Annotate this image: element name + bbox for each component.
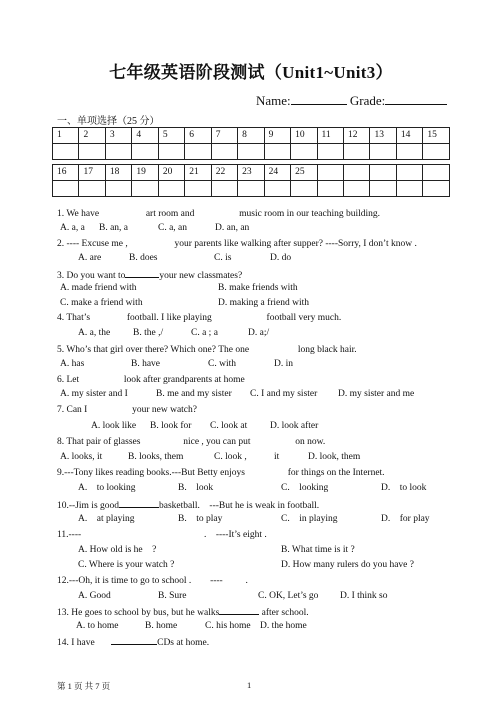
table-cell: 11: [317, 128, 343, 144]
option-d: D. in: [274, 359, 293, 369]
option-c: C. Where is your watch ?: [78, 560, 175, 570]
question-text: 6. Let: [57, 375, 80, 385]
question-text: 11.----: [57, 530, 82, 540]
question-13-stem: [57, 605, 309, 619]
option-d: D. for play: [381, 514, 430, 524]
answer-cell[interactable]: [158, 181, 184, 197]
table-cell: 22: [211, 165, 237, 181]
table-cell: [317, 165, 343, 181]
table-cell: [396, 165, 422, 181]
table-cell: 12: [343, 128, 369, 144]
option-b: B. looks, them: [128, 452, 184, 462]
option-d: D. look, them: [308, 452, 361, 462]
name-label: Name:: [256, 93, 291, 108]
table-cell: [370, 165, 396, 181]
option-c: C. a, an: [158, 223, 188, 233]
grade-blank[interactable]: [385, 91, 447, 105]
option-d: D. an, an: [215, 223, 250, 233]
answer-cell[interactable]: [238, 144, 264, 160]
table-cell: [343, 165, 369, 181]
option-d: D. the home: [260, 621, 307, 631]
table-cell: 19: [132, 165, 158, 181]
table-cell: 3: [105, 128, 131, 144]
option-b: B. make friends with: [218, 283, 298, 293]
option-a: A. at playing: [78, 514, 135, 524]
question-text: music room in our teaching building.: [239, 209, 381, 219]
option-a: A. to looking: [78, 483, 136, 493]
answer-cell[interactable]: [238, 181, 264, 197]
option-d: D. my sister and me: [338, 389, 415, 399]
answer-cell[interactable]: [158, 144, 184, 160]
answer-blank-row-2: [53, 181, 450, 197]
option-c: C. I and my sister: [250, 389, 318, 399]
option-c: C. with: [208, 359, 236, 369]
answer-cell[interactable]: [264, 144, 290, 160]
option-c: C. is: [214, 253, 232, 263]
table-cell: 8: [238, 128, 264, 144]
grade-label: Grade:: [349, 93, 386, 108]
option-b: B. the ,/: [133, 328, 164, 338]
question-text: 14. I have: [57, 638, 95, 648]
question-text: 9.---Tony likes reading books.---But Betty enjoys: [57, 468, 245, 478]
answer-table: [52, 127, 450, 197]
question-text: your new watch?: [132, 405, 197, 415]
answer-cell[interactable]: [79, 144, 105, 160]
option-d: D. I think so: [340, 591, 388, 601]
question-text: football very much.: [266, 313, 342, 323]
option-d: D. to look: [381, 483, 427, 493]
question-text: 2. ---- Excuse me ,: [57, 239, 128, 249]
table-cell: 5: [158, 128, 184, 144]
question-text: nice , you can put: [183, 437, 251, 447]
option-a: A. How old is he ?: [78, 545, 157, 555]
option-a: A. Good: [78, 591, 111, 601]
question-text: basketball. ---But he is weak in football.: [159, 501, 320, 511]
answer-cell[interactable]: [396, 144, 422, 160]
option-a: A. to home: [76, 621, 119, 631]
question-8-stem: [57, 436, 325, 448]
table-cell: 17: [79, 165, 105, 181]
question-4-stem: [57, 312, 341, 324]
answer-blank-row-1: [53, 144, 450, 160]
option-d: D. How many rulers do you have ?: [281, 560, 414, 570]
option-c: C. his home: [205, 621, 251, 631]
question-text: 1. We have: [57, 209, 100, 219]
question-text: after school.: [261, 608, 309, 618]
table-cell: 24: [264, 165, 290, 181]
question-text: look after grandparents at home: [123, 375, 245, 385]
question-6-stem: [57, 374, 245, 386]
answer-cell[interactable]: [264, 181, 290, 197]
name-blank[interactable]: [291, 91, 347, 105]
answer-number-row-2: [53, 165, 450, 181]
option-b: B. have: [131, 359, 161, 369]
answer-cell[interactable]: [396, 181, 422, 197]
option-b: B. look for: [150, 421, 192, 431]
option-a: A. a, the: [78, 328, 111, 338]
option-c: C. a ; a: [191, 328, 218, 338]
option-d: D. a;/: [248, 328, 270, 338]
question-10-stem: [57, 498, 319, 512]
table-cell: 9: [264, 128, 290, 144]
option-d: D. making a friend with: [218, 298, 310, 308]
question-2-stem: [57, 238, 417, 250]
option-a: A. a, a: [60, 223, 85, 233]
table-cell: 1: [53, 128, 79, 144]
answer-cell[interactable]: [185, 181, 211, 197]
answer-cell[interactable]: [317, 144, 343, 160]
answer-number-row-1: [53, 128, 450, 144]
option-b: B. an, a: [99, 223, 129, 233]
table-cell: 4: [132, 128, 158, 144]
question-text: your parents like walking after supper? ----Sorry, I don’t know .: [174, 239, 417, 249]
answer-cell[interactable]: [343, 181, 369, 197]
option-b: B. What time is it ?: [281, 545, 355, 555]
answer-cell[interactable]: [317, 181, 343, 197]
question-text: .: [245, 576, 248, 586]
answer-cell[interactable]: [291, 144, 317, 160]
option-c: C. OK, Let’s go: [258, 591, 319, 601]
question-text: for things on the Internet.: [287, 468, 385, 478]
option-c: C. look at: [210, 421, 248, 431]
option-c: C. make a friend with: [60, 298, 143, 308]
option-a: A. look like: [91, 421, 137, 431]
table-cell: 20: [158, 165, 184, 181]
option-a: A. looks, it: [60, 452, 103, 462]
name-grade-line: [256, 91, 447, 109]
table-cell: 14: [396, 128, 422, 144]
question-text: your new classmates?: [159, 271, 243, 281]
answer-cell[interactable]: [105, 144, 131, 160]
table-cell: 18: [105, 165, 131, 181]
question-text: 8. That pair of glasses: [57, 437, 141, 447]
option-d: D. look after: [270, 421, 319, 431]
table-cell: 21: [185, 165, 211, 181]
answer-cell[interactable]: [211, 181, 237, 197]
option-b: B. me and my sister: [156, 389, 232, 399]
option-b: B. home: [145, 621, 178, 631]
option-c: C. in playing: [281, 514, 338, 524]
table-cell: 15: [423, 128, 450, 144]
answer-cell[interactable]: [132, 181, 158, 197]
question-text: 10.--Jim is good: [57, 501, 120, 511]
question-7-stem: [57, 404, 197, 416]
table-cell: 6: [185, 128, 211, 144]
option-a: A. are: [78, 253, 102, 263]
answer-cell[interactable]: [343, 144, 369, 160]
question-text: 7. Can I: [57, 405, 88, 415]
table-cell: 2: [79, 128, 105, 144]
question-text: 3. Do you want to: [57, 271, 126, 281]
option-a: A. has: [60, 359, 85, 369]
option-c-cont: it: [274, 452, 280, 462]
answer-cell[interactable]: [370, 181, 396, 197]
table-cell: 7: [211, 128, 237, 144]
answer-cell[interactable]: [79, 181, 105, 197]
page-number: 1: [247, 680, 252, 690]
answer-cell[interactable]: [132, 144, 158, 160]
question-text: 4. That’s: [57, 313, 91, 323]
table-cell: 16: [53, 165, 79, 181]
answer-blank: [111, 635, 157, 645]
table-cell: 13: [370, 128, 396, 144]
answer-cell[interactable]: [185, 144, 211, 160]
option-b: B. does: [129, 253, 158, 263]
answer-cell[interactable]: [211, 144, 237, 160]
answer-cell[interactable]: [105, 181, 131, 197]
table-cell: 25: [291, 165, 317, 181]
page-info: 第 1 页 共 7 页: [57, 681, 111, 691]
question-text: 12.---Oh, it is time to go to school .: [57, 576, 192, 586]
question-12-stem: [57, 575, 248, 587]
option-d: D. do: [270, 253, 292, 263]
answer-cell[interactable]: [53, 144, 79, 160]
option-b: B. look: [178, 483, 214, 493]
option-b: B. to play: [178, 514, 223, 524]
question-text: ----: [210, 576, 223, 586]
answer-blank: [125, 268, 159, 278]
option-a: A. my sister and I: [60, 389, 128, 399]
option-a: A. made friend with: [60, 283, 137, 293]
question-text: 13. He goes to school by bus, but he walks: [57, 608, 220, 618]
question-text: long black hair.: [297, 345, 357, 355]
question-11-stem: [57, 529, 267, 541]
table-cell: 23: [238, 165, 264, 181]
answer-cell[interactable]: [423, 144, 450, 160]
question-text: art room and: [145, 209, 195, 219]
table-cell: 10: [291, 128, 317, 144]
question-text: on now.: [295, 437, 326, 447]
answer-cell[interactable]: [423, 181, 450, 197]
page-title: 七年级英语阶段测试（Unit1~Unit3）: [109, 63, 393, 82]
option-c: C. looking: [281, 483, 329, 493]
option-c: C. look ,: [214, 452, 247, 462]
table-cell: [423, 165, 450, 181]
answer-cell[interactable]: [291, 181, 317, 197]
question-1-stem: [57, 208, 380, 220]
question-text: 5. Who’s that girl over there? Which one? The one: [57, 345, 250, 355]
answer-blank: [119, 498, 159, 508]
answer-cell[interactable]: [53, 181, 79, 197]
question-text: football. I like playing: [126, 313, 212, 323]
question-5-stem: [57, 344, 357, 356]
answer-blank: [219, 605, 259, 615]
option-b: B. Sure: [158, 591, 187, 601]
question-9-stem: [57, 467, 385, 479]
question-14-stem: [57, 635, 209, 649]
answer-cell[interactable]: [370, 144, 396, 160]
section-heading: 一、单项选择（25 分）: [57, 116, 160, 127]
question-text: CDs at home.: [157, 638, 210, 648]
question-text: . ----It’s eight .: [203, 530, 267, 540]
question-3-stem: [57, 268, 242, 282]
